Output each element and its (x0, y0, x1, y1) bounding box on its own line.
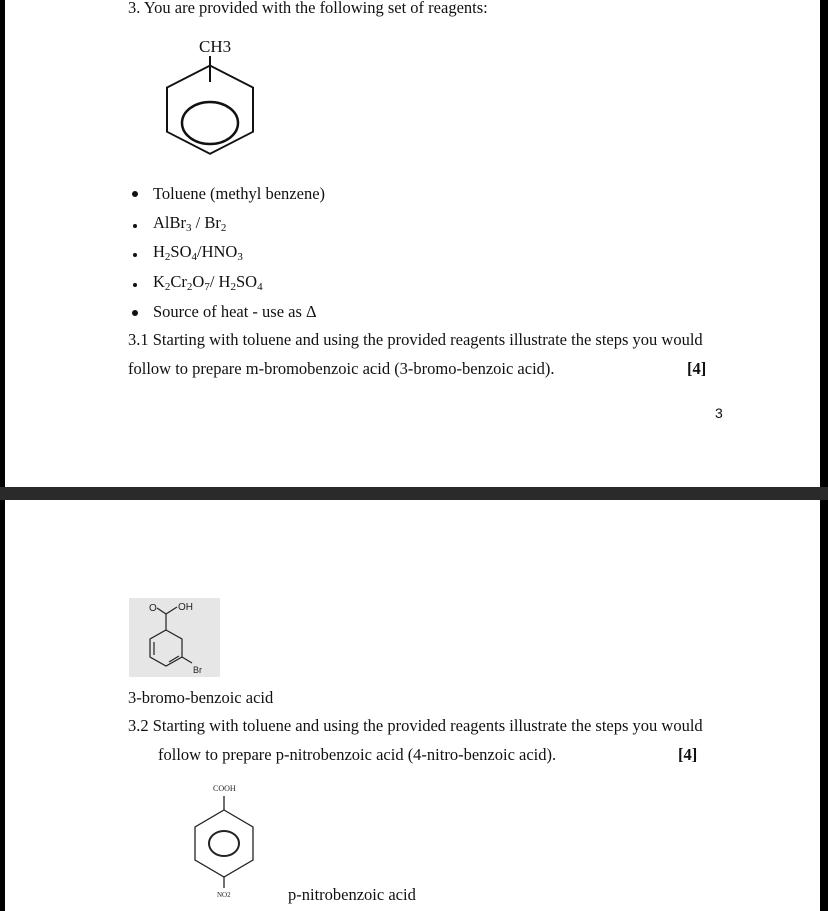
aromatic-circle (182, 102, 238, 144)
document-page-1 (5, 0, 820, 487)
question-3-2-line-1: 3.2 Starting with toluene and using the provided reagents illustrate the steps you would (128, 716, 703, 735)
reagent-toluene: Toluene (methyl benzene) (153, 184, 326, 203)
question-3-2-marks: [4] (678, 745, 698, 764)
bromobenzoic-caption: 3-bromo-benzoic acid (128, 688, 274, 707)
hydroxyl-label: OH (178, 602, 193, 613)
no2-label: NO2 (217, 891, 231, 899)
nitrobenzoic-acid-structure (185, 778, 265, 903)
bullet (133, 283, 137, 287)
reagent-k2cr2o7-h2so4: $K_2Cr_2O_7/$ $H_2SO_4$ (153, 272, 263, 293)
reagent-heat: Source of heat - use as Δ (153, 302, 317, 321)
page-number: 3 (715, 405, 723, 421)
cooh-label: COOH (213, 784, 236, 793)
document-page-2 (5, 500, 820, 911)
hydroxyl-bond (166, 607, 177, 614)
reagent-albr3-br2: AlBr$_3$ / $Br_2$ (153, 213, 227, 234)
benzene-ring (150, 630, 182, 666)
question-3-header: 3. You are provided with the following set of reagents: (128, 0, 488, 17)
toluene-structure (155, 32, 265, 162)
carbonyl-o-label: O (149, 603, 157, 614)
question-3-1-line-1: 3.1 Starting with toluene and using the provided reagents illustrate the steps you would (128, 330, 703, 349)
nitrobenzoic-caption: p-nitrobenzoic acid (288, 885, 416, 904)
aromatic-circle (209, 831, 239, 856)
reagent-h2so4-hno3: $H_2SO_4/HNO_3$ (153, 242, 243, 263)
bromo-bond (182, 657, 192, 663)
question-3-2-line-2: follow to prepare p-nitrobenzoic acid (4-nitro-benzoic acid). (158, 745, 557, 764)
bromo-label: Br (193, 665, 202, 675)
bullet (132, 310, 138, 316)
bromobenzoic-acid-structure (129, 598, 220, 677)
question-3-1-marks: [4] (687, 359, 707, 378)
ch3-label: CH3 (199, 37, 232, 56)
page-divider (0, 487, 828, 500)
benzene-ring (195, 810, 253, 877)
question-3-1-line-2: follow to prepare m-bromobenzoic acid (3-bromo-benzoic acid). (128, 359, 555, 378)
bullet (132, 191, 138, 197)
bullet (133, 224, 137, 228)
carbonyl-bond (157, 608, 166, 614)
bullet (133, 253, 137, 257)
